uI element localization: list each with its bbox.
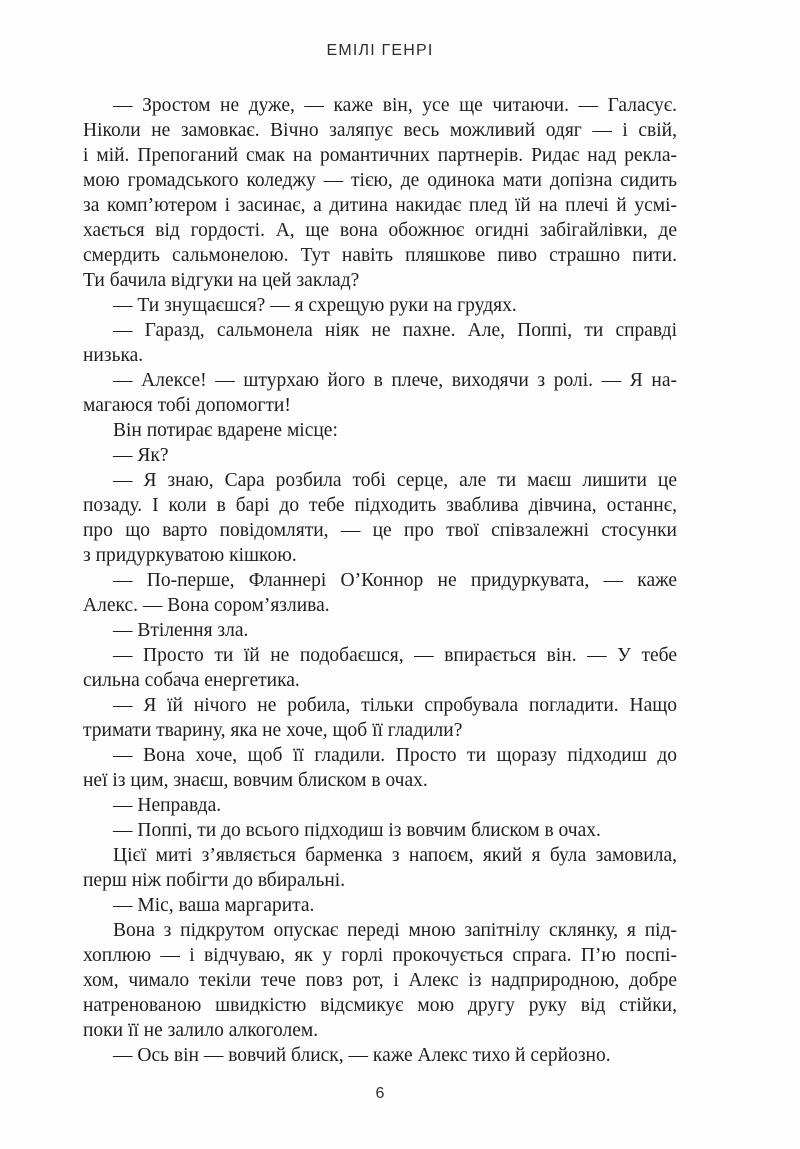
text-line: Вона з підкрутом опускає переді мною запітнілу склянку, я під- [113, 920, 677, 941]
text-line: за комп’ютером і засинає, а дитина накидає плед їй на плечі й усмі- [83, 195, 677, 216]
text-line: позаду. І коли в барі до тебе підходить зваблива дівчина, останнє, [83, 495, 677, 516]
text-line: — Ти знущаєшся? — я схрещую руки на грудях. [113, 295, 517, 316]
text-line: перш ніж побігти до вбиральні. [83, 870, 346, 891]
text-line: натренованою швидкістю відсмикує мою другу руку від стійки, [83, 995, 677, 1016]
text-line: Ніколи не замовкає. Вічно заляпує весь можливий одяг — і свій, [83, 120, 677, 141]
text-line: мою громадського коледжу — тією, де одинока мати допізна сидить [83, 170, 677, 191]
text-line: — Гаразд, сальмонела ніяк не пахне. Але, Поппі, ти справді [113, 320, 677, 341]
text-line: про що варто повідомляти, — це про твої співзалежні стосунки [83, 520, 677, 541]
text-line: — Просто ти їй не подобаєшся, — впирається він. — У тебе [113, 645, 677, 666]
text-line: Цієї миті з’являється барменка з напоєм, який я була замовила, [113, 845, 677, 866]
text-line: магаюся тобі допомогти! [83, 395, 291, 416]
text-line: низька. [83, 345, 144, 366]
text-line: — Зростом не дуже, — каже він, усе ще читаючи. — Галасує. [113, 95, 677, 116]
text-line: — Ось він — вовчий блиск, — каже Алекс тихо й серйозно. [113, 1045, 611, 1066]
text-line: — Алексе! — штурхаю його в плече, виходячи з ролі. — Я на- [113, 370, 677, 391]
text-line: — Я знаю, Сара розбила тобі серце, але ти маєш лишити це [113, 470, 677, 491]
text-line: — По-перше, Фланнері О’Коннор не придуркувата, — каже [113, 570, 677, 591]
text-line: — Поппі, ти до всього підходиш із вовчим блиском в очах. [113, 820, 601, 841]
text-line: і мій. Препоганий смак на романтичних партнерів. Ридає над рекла- [83, 145, 677, 166]
text-block [83, 93, 677, 1068]
page-number: 6 [375, 1085, 385, 1102]
text-line: хоплюю — і відчуваю, як у горлі прокочується спрага. П’ю поспі- [83, 945, 677, 966]
text-line: — Вона хоче, щоб її гладили. Просто ти щоразу підходиш до [113, 745, 677, 766]
text-line: — Як? [113, 445, 169, 466]
running-head-author: ЕМІЛІ ГЕНРІ [326, 42, 434, 59]
text-line: Він потирає вдарене місце: [113, 420, 338, 441]
text-line: — Я їй нічого не робила, тільки спробувала погладити. Нащо [113, 695, 677, 716]
text-line: хається від гордості. А, ще вона обожнює огидні забігайлівки, де [83, 220, 677, 241]
text-line: хом, чимало текіли тече повз рот, і Алекс із надприродною, добре [83, 970, 677, 991]
text-line: неї із цим, знаєш, вовчим блиском в очах. [83, 770, 428, 791]
text-line: — Міс, ваша маргарита. [113, 895, 315, 916]
text-line: — Втілення зла. [113, 620, 249, 641]
text-line: Ти бачила відгуки на цей заклад? [83, 270, 360, 291]
text-line: сильна собача енергетика. [83, 670, 300, 691]
text-line: з придуркуватою кішкою. [83, 545, 297, 566]
text-line: тримати тварину, яка не хоче, щоб її гладили? [83, 720, 463, 741]
text-line: — Неправда. [113, 795, 222, 816]
text-line: поки її не залило алкоголем. [83, 1020, 319, 1041]
text-line: смердить сальмонелою. Тут навіть пляшкове пиво страшно пити. [83, 245, 677, 266]
text-line: Алекс. — Вона сором’язлива. [83, 595, 330, 616]
